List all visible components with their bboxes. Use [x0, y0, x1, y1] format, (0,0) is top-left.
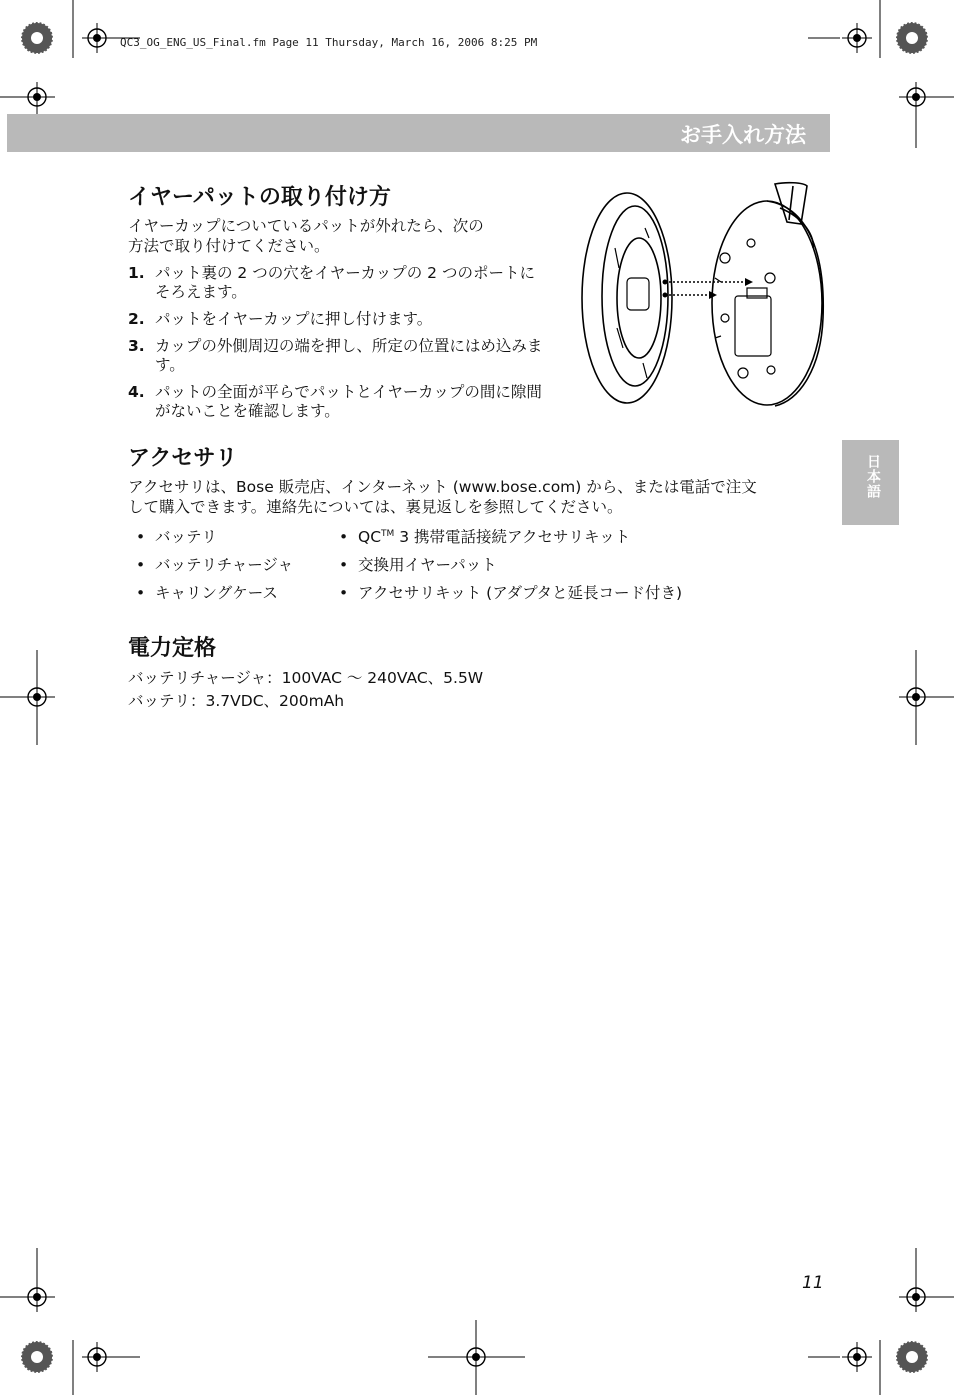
accessories-intro-line1: アクセサリは、Bose 販売店、インターネット (www.bose.com) から、または電話で注文	[128, 478, 757, 496]
language-tab-label: 日本語	[865, 454, 881, 499]
step-number: 4.	[128, 383, 145, 401]
accessories-intro	[128, 477, 828, 517]
file-header: QC3_OG_ENG_US_Final.fm Page 11 Thursday, March 16, 2006 8:25 PM	[120, 36, 538, 49]
trademark-mark: TM	[381, 528, 395, 539]
accessories-list-right	[331, 527, 811, 611]
ear-pad-heading: イヤーパットの取り付け方	[128, 185, 391, 210]
step-item	[128, 383, 548, 421]
page-number: 11	[802, 1273, 824, 1293]
accessories-heading: アクセサリ	[128, 446, 238, 471]
step-text: パット裏の 2 つの穴をイヤーカップの 2 つのポートにそろえます。	[155, 264, 535, 301]
power-rating-heading: 電力定格	[128, 636, 217, 661]
ear-pad-intro-line2: 方法で取り付けてください。	[128, 237, 330, 255]
step-number: 3.	[128, 337, 145, 355]
list-item: • キャリングケース	[128, 583, 338, 611]
list-item: • バッテリ	[128, 527, 338, 555]
power-rating-text	[128, 667, 728, 713]
section-title-bar	[7, 114, 830, 152]
accessories-list-left	[128, 527, 338, 611]
language-tab	[842, 440, 899, 525]
page-title: お手入れ方法	[680, 123, 806, 147]
ear-pad-intro-line1: イヤーカップについているパットが外れたら、次の	[128, 217, 484, 235]
list-item: • アクセサリキット (アダプタと延長コード付き)	[331, 583, 811, 611]
step-text: カップの外側周辺の端を押し、所定の位置にはめ込みます。	[155, 337, 543, 374]
step-text: パットの全面が平らでパットとイヤーカップの間に隙間がないことを確認します。	[155, 383, 542, 420]
step-item	[128, 337, 548, 375]
step-number: 2.	[128, 310, 145, 328]
ear-pad-steps	[128, 264, 548, 429]
step-number: 1.	[128, 264, 145, 282]
step-text: パットをイヤーカップに押し付けます。	[155, 310, 433, 328]
list-item: • バッテリチャージャ	[128, 555, 338, 583]
qc-item-text: 3 携帯電話接続アクセサリキット	[394, 528, 631, 546]
ear-pad-intro	[128, 216, 548, 256]
step-item	[128, 264, 548, 302]
step-item	[128, 310, 548, 329]
power-line-charger: バッテリチャージャ：100VAC 〜 240VAC、5.5W	[128, 669, 484, 687]
ear-pad-illustration	[575, 178, 830, 410]
list-item: • 交換用イヤーパット	[331, 555, 811, 583]
accessories-intro-line2: して購入できます。連絡先については、裏見返しを参照してください。	[128, 498, 623, 516]
qc-prefix: QC	[358, 528, 382, 546]
list-item	[331, 527, 811, 555]
power-line-battery: バッテリ：3.7VDC、200mAh	[128, 692, 345, 710]
